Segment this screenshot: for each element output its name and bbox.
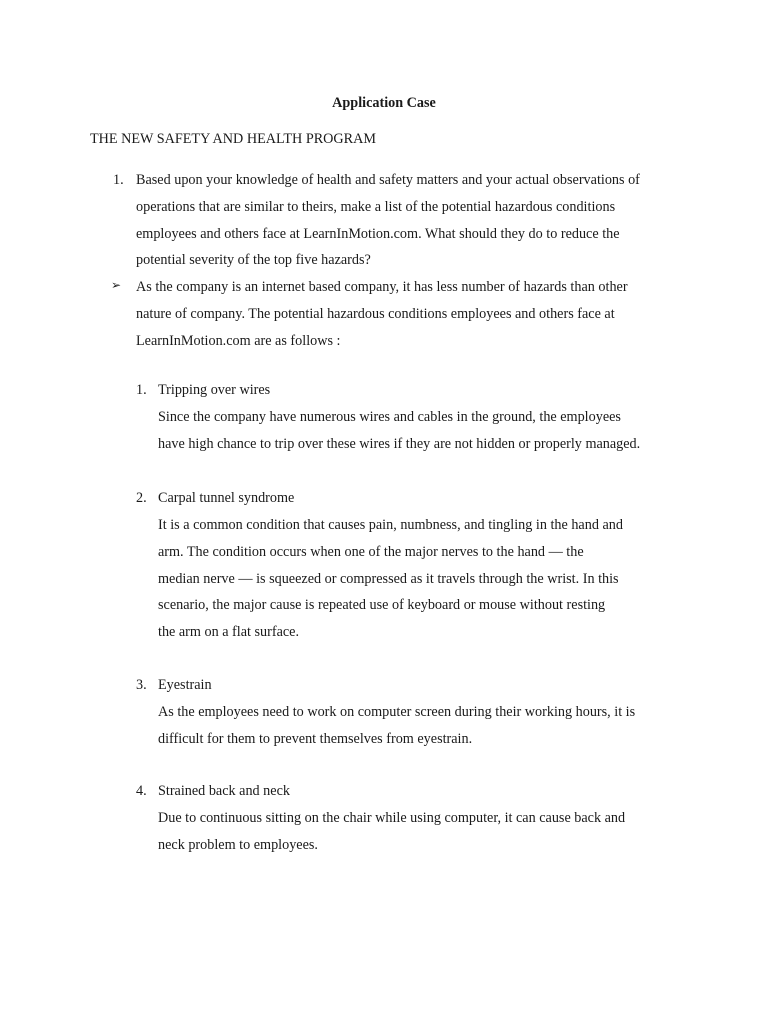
question-text xyxy=(136,167,681,274)
hazard-line: scenario, the major cause is repeated use of keyboard or mouse without resting xyxy=(158,597,606,614)
hazard-description xyxy=(158,512,683,646)
hazard-heading: Strained back and neck xyxy=(158,783,290,799)
question-line: potential severity of the top five hazards? xyxy=(136,252,371,269)
hazard-heading: Eyestrain xyxy=(158,677,212,693)
hazard-line: Since the company have numerous wires and cables in the ground, the employees xyxy=(158,409,621,425)
hazard-line: It is a common condition that causes pain, numbness, and tingling in the hand and xyxy=(158,517,623,533)
hazard-description xyxy=(158,699,683,753)
hazard-line: Due to continuous sitting on the chair while using computer, it can cause back and xyxy=(158,810,626,826)
document-title: Application Case xyxy=(332,95,436,111)
question-number: 1. xyxy=(113,172,124,188)
question-line: Based upon your knowledge of health and safety matters and your actual observations of xyxy=(136,172,640,188)
hazard-line: difficult for them to prevent themselves from eyestrain. xyxy=(158,730,473,747)
hazard-line: have high chance to trip over these wires if they are not hidden or properly managed. xyxy=(158,435,641,452)
hazard-line: As the employees need to work on computer screen during their working hours, it is xyxy=(158,704,636,720)
hazard-number: 3. xyxy=(136,677,147,693)
hazard-number: 2. xyxy=(136,490,147,506)
answer-line: LearnInMotion.com are as follows : xyxy=(136,332,341,349)
hazard-description xyxy=(158,805,683,859)
question-line: operations that are similar to theirs, make a list of the potential hazardous conditions xyxy=(136,198,616,215)
hazard-line: arm. The condition occurs when one of the major nerves to the hand — the xyxy=(158,543,584,560)
hazard-line: neck problem to employees. xyxy=(158,836,318,853)
hazard-number: 1. xyxy=(136,382,147,398)
hazard-number: 4. xyxy=(136,783,147,799)
answer-intro xyxy=(136,274,681,354)
arrow-bullet-icon: ➢ xyxy=(111,278,122,292)
hazard-line: the arm on a flat surface. xyxy=(158,624,300,641)
hazard-line: median nerve — is squeezed or compressed as it travels through the wrist. In this xyxy=(158,570,619,587)
answer-line: As the company is an internet based company, it has less number of hazards than other xyxy=(136,279,628,295)
answer-line: nature of company. The potential hazardous conditions employees and others face at xyxy=(136,305,615,322)
hazard-description xyxy=(158,404,683,458)
document-subtitle: THE NEW SAFETY AND HEALTH PROGRAM xyxy=(90,131,376,147)
question-line: employees and others face at LearnInMotion.com. What should they do to reduce the xyxy=(136,225,620,242)
hazard-heading: Tripping over wires xyxy=(158,382,271,398)
hazard-heading: Carpal tunnel syndrome xyxy=(158,490,295,506)
